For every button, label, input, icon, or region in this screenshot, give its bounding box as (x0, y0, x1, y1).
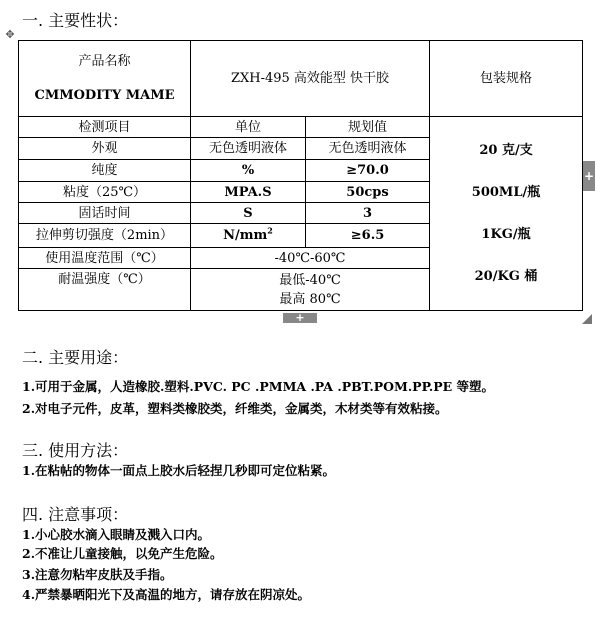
unit-superscript: 2 (267, 225, 273, 236)
method-line: 1.在粘帖的物体一面点上胶水后轻捏几秒即可定位粘紧。 (22, 463, 336, 478)
unit-cell: 无色透明液体 (191, 138, 306, 160)
table-row (19, 41, 583, 117)
header-cell: 检测项目 (19, 117, 191, 138)
unit-cell: % (191, 160, 306, 182)
unit-text: N/mm (223, 228, 268, 243)
resize-handle-icon[interactable] (582, 314, 592, 324)
temp-range-cell: -40℃-60℃ (191, 248, 430, 269)
section-title-uses: 二. 主要用途： (22, 348, 129, 367)
value-cell: ≥6.5 (306, 224, 430, 248)
item-cell: 外观 (19, 138, 191, 160)
uses-line: 1.可用于金属，人造橡胶.塑料.PVC. PC .PMMA .PA .PBT.POM.PP.PE 等塑。 (22, 379, 495, 394)
properties-table (18, 40, 583, 311)
item-cell: 固话时间 (19, 203, 191, 224)
notes-line: 3.注意勿粘牢皮肤及手指。 (22, 567, 173, 582)
unit-cell (191, 224, 306, 248)
section-title-notes: 四. 注意事项： (22, 505, 129, 524)
value-cell: 3 (306, 203, 430, 224)
move-handle-icon[interactable]: ✥ (5, 28, 15, 41)
package-header-cell: 包装规格 (430, 41, 583, 117)
value-cell: ≥70.0 (306, 160, 430, 182)
item-cell: 粘度（25℃） (19, 182, 191, 203)
package-item: 20/KG 桶 (474, 268, 538, 284)
table-header-row (19, 117, 583, 138)
unit-cell: MPA.S (191, 182, 306, 203)
item-cell: 使用温度范围（℃） (19, 248, 191, 269)
heat-low: 最低-40℃ (279, 272, 341, 288)
notes-line: 2.不准让儿童接触，以免产生危险。 (22, 546, 223, 561)
value-cell: 无色透明液体 (306, 138, 430, 160)
package-list-cell (430, 117, 583, 311)
header-cell: 规划值 (306, 117, 430, 138)
add-column-button[interactable]: + (583, 161, 595, 191)
package-item: 20 克/支 (479, 142, 533, 158)
section-title-properties: 一. 主要性状： (22, 11, 129, 30)
notes-line: 1.小心胶水滴入眼睛及溅入口内。 (22, 527, 211, 542)
product-name-label-en: CMMODITY MAME (34, 87, 175, 103)
item-cell: 拉伸剪切强度（2min） (19, 224, 191, 248)
notes-line: 4.严禁暴晒阳光下及高温的地方，请存放在阴凉处。 (22, 587, 311, 602)
product-name-label-cn: 产品名称 (78, 53, 131, 69)
heat-high: 最高 80℃ (279, 291, 341, 307)
heat-resistance-cell (191, 269, 430, 311)
uses-line: 2.对电子元件，皮革，塑料类橡胶类，纤维类，金属类，木材类等有效粘接。 (22, 401, 448, 416)
value-cell: 50cps (306, 182, 430, 203)
unit-cell: S (191, 203, 306, 224)
package-item: 500ML/瓶 (471, 184, 541, 200)
product-name-cell: ZXH-495 高效能型 快干胶 (191, 41, 430, 117)
header-cell: 单位 (191, 117, 306, 138)
item-cell: 耐温强度（℃） (19, 269, 191, 311)
package-item: 1KG/瓶 (481, 226, 531, 242)
section-title-method: 三. 使用方法： (22, 441, 129, 460)
add-row-button[interactable]: + (283, 313, 317, 323)
item-cell: 纯度 (19, 160, 191, 182)
product-name-label-cell (19, 41, 191, 117)
